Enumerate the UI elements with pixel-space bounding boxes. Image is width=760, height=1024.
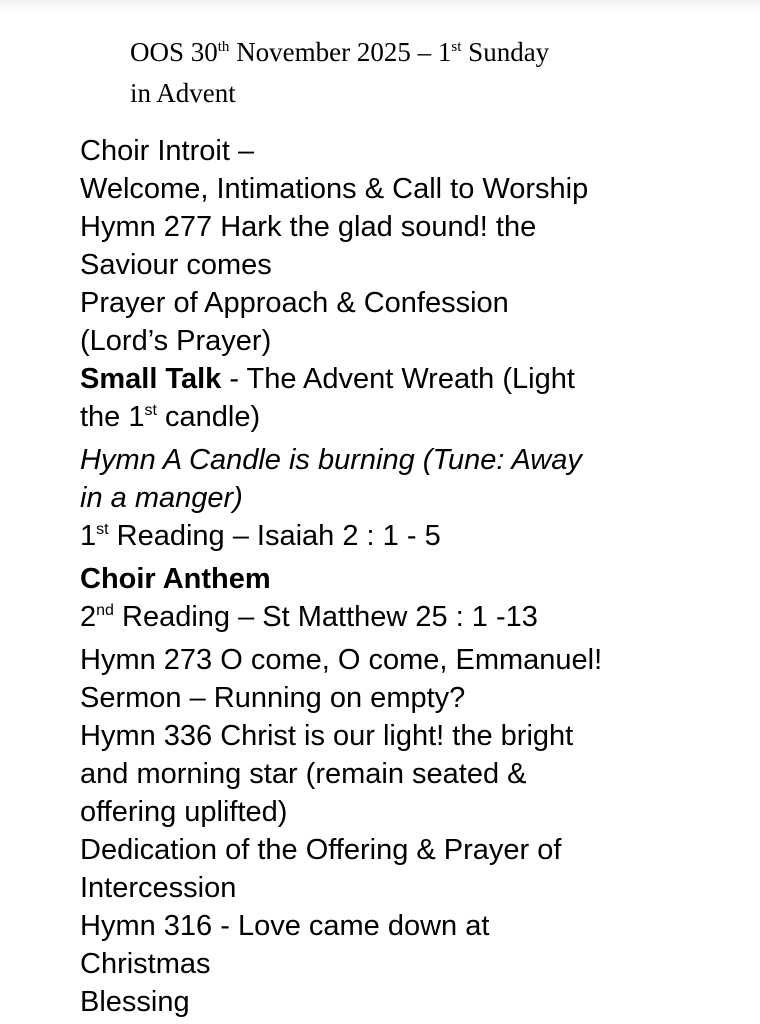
item-prayer-of-approach: Prayer of Approach & Confession — [80, 287, 509, 319]
title-sunday: Sunday — [461, 37, 550, 67]
title-line-2: in Advent — [130, 78, 236, 108]
item-dedication-line-1: Dedication of the Offering & Prayer of — [80, 834, 562, 866]
first-reading-number: 1 — [80, 520, 97, 552]
item-small-talk-line-1 — [80, 360, 750, 398]
item-choir-introit: Choir Introit – — [80, 135, 255, 167]
small-talk-the-1: the 1 — [80, 401, 145, 433]
first-reading-ordinal: st — [96, 521, 109, 538]
item-second-reading — [80, 598, 750, 641]
small-talk-ordinal: st — [144, 402, 157, 419]
item-dedication-line-2: Intercession — [80, 872, 237, 904]
item-first-reading — [80, 517, 750, 560]
order-of-service — [80, 132, 750, 1021]
item-small-talk-line-2 — [80, 398, 750, 441]
item-hymn-336-line-3: offering uplifted) — [80, 796, 288, 828]
item-hymn-336-line-1: Hymn 336 Christ is our light! the bright — [80, 720, 574, 752]
small-talk-description: - The Advent Wreath (Light — [221, 363, 575, 395]
item-lords-prayer: (Lord’s Prayer) — [80, 325, 272, 357]
service-title — [130, 34, 690, 111]
item-hymn-316-line-1: Hymn 316 - Love came down at — [80, 910, 490, 942]
first-reading-text: Reading – Isaiah 2 : 1 - 5 — [108, 520, 441, 552]
item-hymn-277-line-2: Saviour comes — [80, 249, 272, 281]
item-hymn-273: Hymn 273 O come, O come, Emmanuel! — [80, 644, 603, 676]
small-talk-candle: candle) — [156, 401, 261, 433]
item-welcome: Welcome, Intimations & Call to Worship — [80, 173, 589, 205]
small-talk-heading: Small Talk — [80, 363, 222, 395]
item-hymn-277-line-1: Hymn 277 Hark the glad sound! the — [80, 211, 537, 243]
second-reading-number: 2 — [80, 601, 97, 633]
title-date-prefix: OOS 30 — [130, 37, 218, 67]
title-line-1 — [130, 34, 690, 75]
item-sermon: Sermon – Running on empty? — [80, 682, 466, 714]
title-ordinal-st: st — [451, 39, 462, 55]
item-choir-anthem: Choir Anthem — [80, 563, 271, 595]
item-hymn-316-line-2: Christmas — [80, 948, 211, 980]
second-reading-text: Reading – St Matthew 25 : 1 -13 — [113, 601, 538, 633]
item-hymn-336-line-2: and morning star (remain seated & — [80, 758, 527, 790]
item-hymn-candle-line-1: Hymn A Candle is burning (Tune: Away — [80, 444, 582, 476]
second-reading-ordinal: nd — [96, 602, 114, 619]
title-month-year: November 2025 – 1 — [229, 37, 452, 67]
item-hymn-candle-line-2: in a manger) — [80, 482, 243, 514]
item-blessing: Blessing — [80, 986, 190, 1018]
title-ordinal-th: th — [217, 39, 230, 55]
page-top-shadow — [0, 0, 760, 14]
